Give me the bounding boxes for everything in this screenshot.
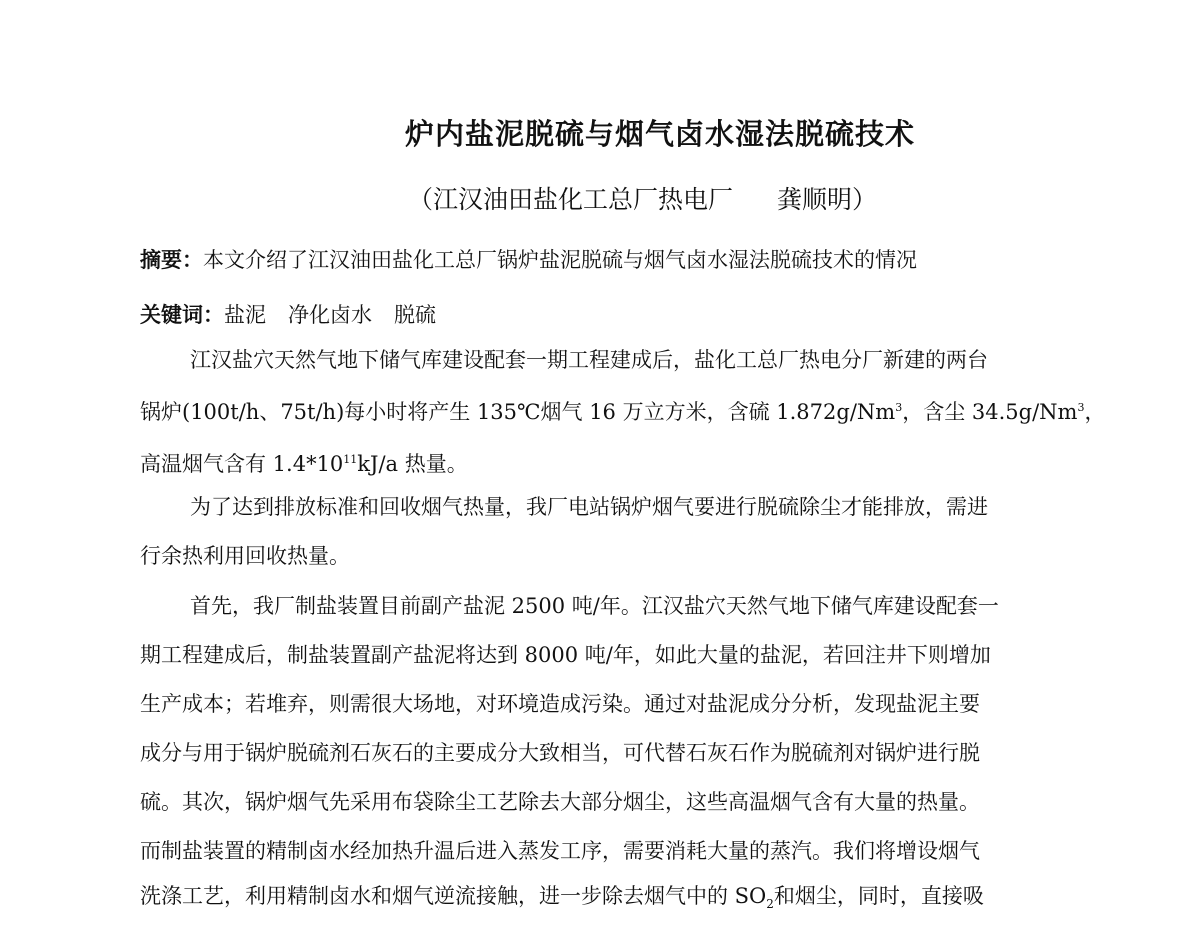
paragraph-3-line-7 xyxy=(140,880,984,911)
p1-line3-sup: 11 xyxy=(343,453,358,466)
keyword-item: 脱硫 xyxy=(394,303,436,327)
keyword-item: 盐泥 xyxy=(224,303,266,327)
p3-line7-sub: 2 xyxy=(766,897,774,912)
p1-line2-sup-2: 3 xyxy=(1077,401,1085,414)
abstract-text: 本文介绍了江汉油田盐化工总厂锅炉盐泥脱硫与烟气卤水湿法脱硫技术的情况 xyxy=(203,248,917,272)
paragraph-2-line-2: 行余热利用回收热量。 xyxy=(140,544,350,568)
keywords xyxy=(140,299,458,329)
paragraph-3-line-5: 硫。其次，锅炉烟气先采用布袋除尘工艺除去大部分烟尘，这些高温烟气含有大量的热量。 xyxy=(140,790,980,814)
paragraph-3-line-6: 而制盐装置的精制卤水经加热升温后进入蒸发工序，需要消耗大量的蒸汽。我们将增设烟气 xyxy=(140,839,980,863)
p1-line2-part-c: ， xyxy=(1084,400,1106,424)
p1-line2-part-a: 锅炉(100t/h、75t/h)每小时将产生 135℃烟气 16 万立方米，含硫 1.872g/Nm xyxy=(140,400,896,424)
p3-line7-part-a: 洗涤工艺，利用精制卤水和烟气逆流接触，进一步除去烟气中的 SO xyxy=(140,884,767,908)
paragraph-3-line-2: 期工程建成后，制盐装置副产盐泥将达到 8000 吨/年，如此大量的盐泥，若回注井下则增加 xyxy=(140,643,991,667)
keywords-label: 关键词： xyxy=(140,302,224,327)
keyword-item: 净化卤水 xyxy=(288,303,372,327)
paragraph-3-line-3: 生产成本；若堆弃，则需很大场地，对环境造成污染。通过对盐泥成分分析，发现盐泥主要 xyxy=(140,692,980,716)
abstract-label: 摘要： xyxy=(140,247,203,272)
byline-affiliation: 江汉油田盐化工总厂热电厂 xyxy=(433,185,734,214)
byline-open-paren: （ xyxy=(408,185,434,214)
byline-author: 龚顺明 xyxy=(777,185,853,214)
paragraph-2-line-1: 为了达到排放标准和回收烟气热量，我厂电站锅炉烟气要进行脱硫除尘才能排放，需进 xyxy=(190,495,988,519)
paragraph-3-line-1: 首先，我厂制盐装置目前副产盐泥 2500 吨/年。江汉盐穴天然气地下储气库建设配套一 xyxy=(190,594,999,618)
paragraph-1-line-2 xyxy=(140,396,1105,426)
p3-line7-part-b: 和烟尘，同时，直接吸 xyxy=(773,884,984,908)
abstract xyxy=(140,244,917,274)
document-title: 炉内盐泥脱硫与烟气卤水湿法脱硫技术 xyxy=(404,117,915,151)
paragraph-1-line-3 xyxy=(140,448,468,478)
p1-line3-part-a: 高温烟气含有 1.4*10 xyxy=(140,452,344,476)
byline-close-paren: ） xyxy=(852,185,878,214)
p1-line3-part-b: kJ/a 热量。 xyxy=(357,452,468,476)
paragraph-3-line-4: 成分与用于锅炉脱硫剂石灰石的主要成分大致相当，可代替石灰石作为脱硫剂对锅炉进行脱 xyxy=(140,741,980,765)
byline xyxy=(408,180,877,216)
p1-line2-part-b: ，含尘 34.5g/Nm xyxy=(902,400,1078,424)
p1-line2-sup-1: 3 xyxy=(895,401,903,414)
paragraph-1-line-1: 江汉盐穴天然气地下储气库建设配套一期工程建成后，盐化工总厂热电分厂新建的两台 xyxy=(190,348,988,372)
